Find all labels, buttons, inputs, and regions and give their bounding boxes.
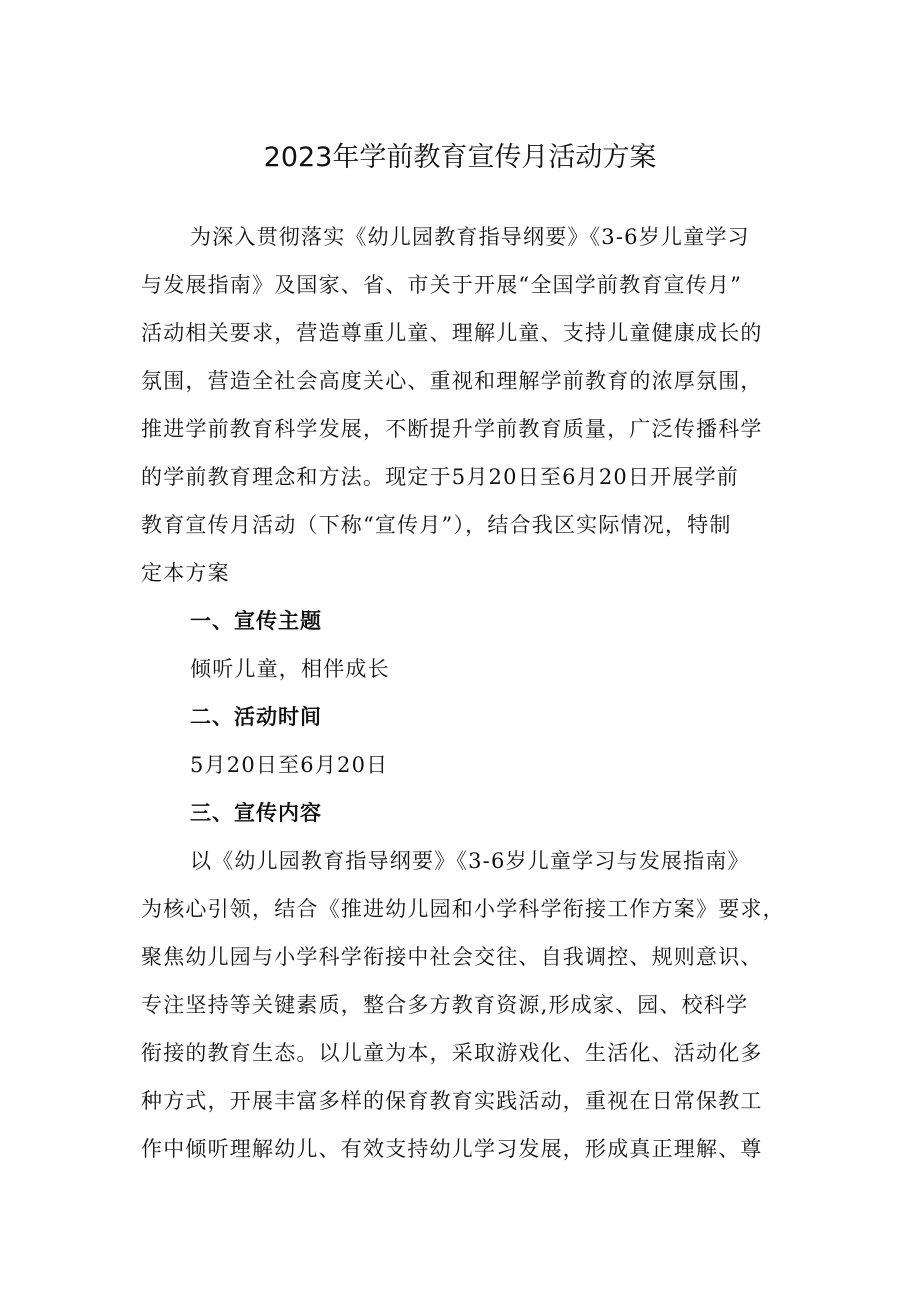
section-content-theme: 倾听儿童，相伴成长	[190, 657, 390, 681]
section-heading-time: 二、活动时间	[190, 705, 322, 729]
intro-line: 为深入贯彻落实《幼儿园教育指导纲要》《3-6岁儿童学习	[190, 225, 750, 249]
intro-line: 教育宣传月活动（下称“宣传月”），结合我区实际情况，特制	[141, 513, 732, 537]
section-heading-theme: 一、宣传主题	[190, 609, 322, 633]
intro-line: 的学前教育理念和方法。现定于5月20日至6月20日开展学前	[141, 465, 739, 489]
intro-line: 与发展指南》及国家、省、市关于开展“全国学前教育宣传月”	[141, 273, 743, 297]
section-content-time: 5月20日至6月20日	[190, 753, 389, 777]
content-line: 专注坚持等关键素质，整合多方教育资源,形成家、园、校科学	[141, 993, 749, 1017]
content-line: 以《幼儿园教育指导纲要》《3-6岁儿童学习与发展指南》	[190, 849, 750, 873]
intro-line: 定本方案	[141, 561, 230, 585]
content-line: 聚焦幼儿园与小学科学衔接中社会交往、自我调控、规则意识、	[141, 945, 763, 969]
section-heading-content: 三、宣传内容	[190, 801, 322, 825]
intro-line: 氛围，营造全社会高度关心、重视和理解学前教育的浓厚氛围，	[141, 369, 763, 393]
intro-line: 活动相关要求，营造尊重儿童、理解儿童、支持儿童健康成长的	[141, 321, 763, 345]
content-line: 作中倾听理解幼儿、有效支持幼儿学习发展，形成真正理解、尊	[141, 1137, 763, 1161]
intro-line: 推进学前教育科学发展，不断提升学前教育质量，广泛传播科学	[141, 417, 763, 441]
content-line: 种方式，开展丰富多样的保育教育实践活动，重视在日常保教工	[141, 1089, 763, 1113]
content-line: 为核心引领，结合《推进幼儿园和小学科学衔接工作方案》要求，	[141, 897, 785, 921]
document-title: 2023年学前教育宣传月活动方案	[263, 142, 657, 173]
content-line: 衔接的教育生态。以儿童为本，采取游戏化、生活化、活动化多	[141, 1041, 763, 1065]
